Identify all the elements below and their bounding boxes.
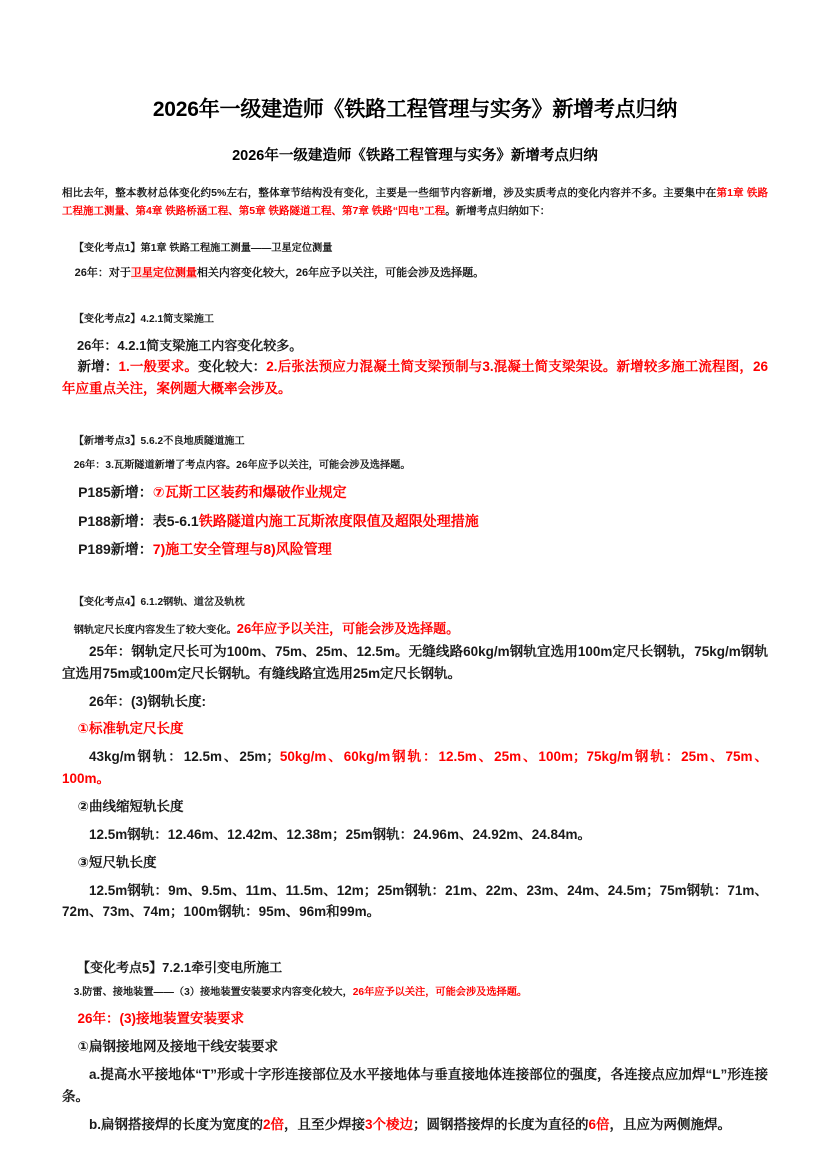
p189-label: P189新增： (78, 540, 153, 557)
sub1-black-part: 43kg/m钢轨：12.5m、25m； (89, 749, 280, 765)
item-b-p4: ，且应为两侧施焊。 (609, 1116, 732, 1132)
kaodian4-sub1-title: ①标准轨定尺长度 (77, 721, 184, 737)
section-heading-kaodian1: 【变化考点1】第1章 铁路工程施工测量——卫星定位测量 (73, 242, 333, 254)
kaodian2-red2: 2.后张法预应力混凝土简支梁预制与3.混凝土简支梁架设。新增较多施工流程图，26年应重点关注，案例题大概率会涉及。 (62, 358, 768, 396)
intro-text-lead: 相比去年，整本教材总体变化约5%左右，整体章节结构没有变化，主要是一些细节内容新增，涉及实质考点的变化内容并不多。主要集中在 (62, 186, 717, 199)
kaodian2-lead: 新增： (77, 358, 119, 374)
p189-value: 7)施工安全管理与8)风险管理 (152, 540, 332, 557)
page-subtitle: 2026年一级建造师《铁路工程管理与实务》新增考点归纳 (232, 148, 598, 165)
kaodian5-line-26: 26年：(3)接地装置安装要求 (77, 1011, 245, 1027)
kaodian4-note-lead: 钢轨定尺长度内容发生了较大变化。 (73, 625, 237, 637)
item-b-red-3lengbian: 3个棱边 (365, 1116, 414, 1132)
item-b-red-2bei: 2倍 (263, 1116, 285, 1132)
section-kaodian1 (62, 240, 768, 283)
kaodian4-line-26: 26年：(3)钢轨长度: (89, 693, 207, 709)
kaodian5-sub1-title: ①扁钢接地网及接地干线安装要求 (77, 1039, 278, 1055)
page-title: 2026年一级建造师《铁路工程管理与实务》新增考点归纳 (152, 98, 678, 121)
kaodian3-item-p185 (62, 481, 768, 503)
intro-text-tail: 。新增考点归纳如下： (445, 204, 551, 217)
kaodian4-sub2-line: 12.5m钢轨：12.46m、12.42m、12.38m；25m钢轨：24.96m、24.92m、24.84m。 (89, 826, 592, 842)
item-b-p3: ；圆钢搭接焊的长度为直径的 (413, 1116, 589, 1132)
kaodian5-note-lead: 3.防雷、接地装置——（3）接地装置安装要求内容变化较大， (73, 987, 353, 999)
p188-value: 铁路隧道内施工瓦斯浓度限值及超限处理措施 (198, 512, 479, 529)
section-kaodian4-note (62, 618, 768, 641)
kaodian2-mid: 变化较大： (198, 358, 267, 374)
section-kaodian1-line1 (62, 264, 768, 283)
section-kaodian5-note (62, 984, 768, 1002)
section-kaodian2 (62, 311, 768, 400)
p185-label: P185新增： (78, 484, 153, 501)
kaodian4-sub3-line: 12.5m钢轨：9m、9.5m、11m、11.5m、12m；25m钢轨：21m、22m、23m、24m、24.5m；75m钢轨：71m、72m、73m、74m；100m钢轨：95m、96m和99m。 (62, 882, 768, 920)
section-heading-kaodian4: 【变化考点4】6.1.2钢轨、道岔及轨枕 (73, 597, 245, 609)
kaodian4-line-25: 25年：钢轨定尺长可为100m、75m、25m、12.5m。无缝线路60kg/m钢轨宜选用100m定尺长钢轨，75kg/m钢轨宜选用75m或100m定尺长钢轨。有缝线路宜选用25m定尺长钢轨。 (62, 643, 768, 681)
kaodian1-highlight: 卫星定位测量 (130, 266, 197, 279)
section-kaodian2-line1: 26年：4.2.1简支梁施工内容变化较多。 (76, 337, 303, 353)
p188-table-no: 表5-6.1 (152, 512, 199, 529)
section-kaodian3-line1: 26年：3.瓦斯隧道新增了考点内容。26年应予以关注，可能会涉及选择题。 (73, 460, 411, 472)
section-heading-kaodian5: 【变化考点5】7.2.1牵引变电所施工 (76, 960, 283, 976)
item-b-p1: b.扁钢搭接焊的长度为宽度的 (89, 1116, 263, 1132)
section-heading-kaodian2: 【变化考点2】4.2.1简支梁施工 (73, 313, 215, 325)
kaodian1-tail: 相关内容变化较大，26年应予以关注，可能会涉及选择题。 (196, 266, 485, 279)
kaodian4-sub3-title: ③短尺轨长度 (77, 854, 157, 870)
kaodian3-item-p188 (62, 510, 768, 532)
section-kaodian4 (62, 594, 768, 923)
intro-paragraph (62, 184, 768, 220)
kaodian5-item-b (62, 1114, 768, 1136)
section-heading-kaodian3: 【新增考点3】5.6.2不良地质隧道施工 (73, 436, 245, 448)
section-kaodian5 (62, 957, 768, 1135)
intro-text-chapters: 第1章 铁路工程施工测量、第4章 铁路桥涵工程、第5章 铁路隧道工程、第7章 铁路“四电”工程 (62, 186, 768, 217)
item-b-red-6bei: 6倍 (588, 1116, 610, 1132)
section-kaodian3 (62, 433, 768, 560)
kaodian3-item-p189 (62, 538, 768, 560)
sub1-red-part: 50kg/m、60kg/m钢轨：12.5m、25m、100m；75kg/m钢轨：25m、75m、100m。 (62, 749, 768, 787)
kaodian5-item-a: a.提高水平接地体“T”形或十字形连接部位及水平接地体与垂直接地体连接部位的强度，各连接点应加焊“L”形连接条。 (62, 1066, 768, 1104)
kaodian2-red1: 1.一般要求。 (118, 358, 199, 374)
section-kaodian2-line2 (62, 356, 768, 400)
p188-label: P188新增： (78, 512, 153, 529)
kaodian1-lead: 26年：对于 (74, 266, 131, 279)
item-b-p2: ，且至少焊接 (284, 1116, 366, 1132)
kaodian4-sub2-title: ②曲线缩短轨长度 (77, 799, 184, 815)
kaodian4-sub1-line (62, 746, 768, 790)
kaodian4-note-red: 26年应予以关注，可能会涉及选择题。 (236, 621, 460, 637)
kaodian5-note-red: 26年应予以关注，可能会涉及选择题。 (352, 987, 528, 999)
p185-value: ⑦瓦斯工区装药和爆破作业规定 (152, 484, 347, 501)
